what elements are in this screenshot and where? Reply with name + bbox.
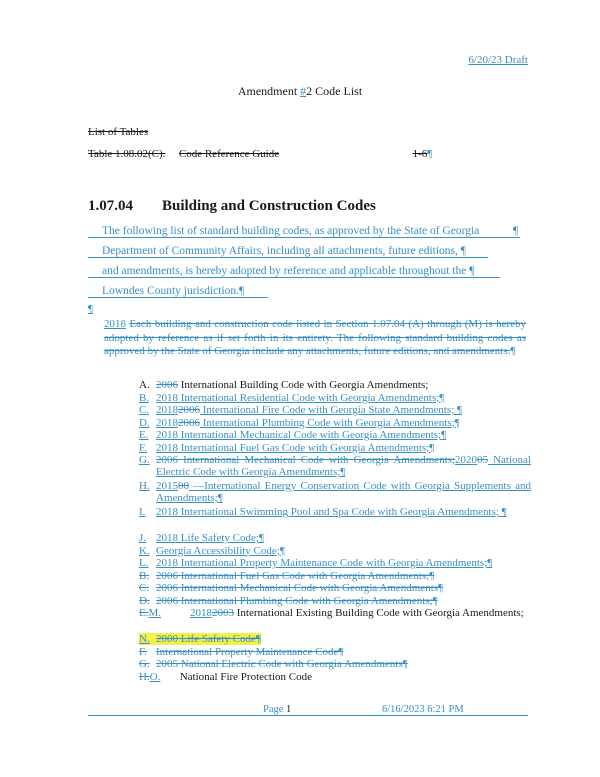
deleted-adoption-paragraph: 2018 Each building and construction code listed in Section 1.07.04 (A) through (M) is hereby adopted by reference as if set forth in its entirety. The following standard building codes as approved by the State of Georgia include any attachments, future editions, and amendments.¶ bbox=[104, 318, 527, 358]
intro-line-2: Department of Community Affairs, including all attachments, future editions, ¶ bbox=[102, 245, 466, 257]
page-number: Page 1 bbox=[263, 704, 292, 715]
empty-paragraph-mark: ¶ bbox=[88, 303, 93, 315]
intro-tab-mark: ¶ bbox=[513, 225, 519, 237]
list-item: D. 2006 International Plumbing Code with Georgia Amendments;¶ bbox=[139, 594, 438, 607]
list-of-tables-heading: List of Tables bbox=[88, 126, 149, 138]
list-item: F. 2018 International Fuel Gas Code with Georgia Amendments;¶ bbox=[139, 441, 435, 454]
list-item: H. 201500 —International Energy Conservation Code with Georgia Supplements and Amendments;¶ bbox=[139, 480, 531, 504]
code-list bbox=[139, 379, 531, 683]
list-item: D. 20182006 International Plumbing Code with Georgia Amendments;¶ bbox=[139, 416, 460, 429]
list-item: L. 2018 International Property Maintenance Code with Georgia Amendments;¶ bbox=[139, 557, 493, 569]
list-item: I. 2018 International Swimming Pool and Spa Code with Georgia Amendments; ¶ bbox=[139, 506, 507, 518]
list-item: J. 2018 Life Safety Code;¶ bbox=[139, 532, 264, 544]
list-item: B. 2006 International Fuel Gas Code with Georgia Amendments;¶ bbox=[139, 569, 435, 582]
page-title: Amendment #2 Code List bbox=[237, 84, 363, 98]
list-item: F. International Property Maintenance Code¶ bbox=[139, 645, 344, 658]
list-item: G. 2006 International Mechanical Code with Georgia Amendments;202005 National Electric Code with Georgia Amendments;¶ bbox=[139, 454, 531, 478]
list-item: K. Georgia Accessibility Code;¶ bbox=[139, 544, 285, 557]
list-item: A. 2006 International Building Code with Georgia Amendments; bbox=[139, 379, 429, 391]
footer-timestamp: 6/16/2023 6:21 PM bbox=[382, 704, 464, 715]
intro-line-4: Lowndes County jurisdiction.¶ bbox=[102, 285, 245, 297]
intro-line-3: and amendments, is hereby adopted by reference and applicable throughout the ¶ bbox=[102, 265, 475, 277]
list-item: E. 2018 International Mechanical Code with Georgia Amendments;¶ bbox=[139, 429, 447, 441]
intro-line-1: The following list of standard building codes, as approved by the State of Georgia bbox=[102, 225, 480, 237]
table-of-contents-entry: Table 1.08.02(C). Code Reference Guide 1-6¶ bbox=[88, 148, 433, 160]
footer-rule bbox=[88, 715, 528, 716]
draft-label: 6/20/23 Draft bbox=[468, 54, 528, 66]
list-item: B. 2018 International Residential Code with Georgia Amendments;¶ bbox=[139, 391, 445, 404]
list-item: C. 20182006 International Fire Code with Georgia State Amendments; ¶ bbox=[139, 404, 463, 416]
section-heading: 1.07.04 Building and Construction Codes bbox=[88, 198, 376, 214]
list-item: N. 2000 Life Safety Code¶ bbox=[139, 633, 261, 645]
list-item: E.M. 20182003 International Existing Building Code with Georgia Amendments; bbox=[139, 607, 524, 619]
list-item: H.O. National Fire Protection Code bbox=[139, 670, 312, 683]
list-item: C. 2006 International Mechanical Code with Georgia Amendments¶ bbox=[139, 582, 444, 594]
list-item: G. 2005 National Electric Code with Georgia Amendments¶ bbox=[139, 658, 408, 670]
